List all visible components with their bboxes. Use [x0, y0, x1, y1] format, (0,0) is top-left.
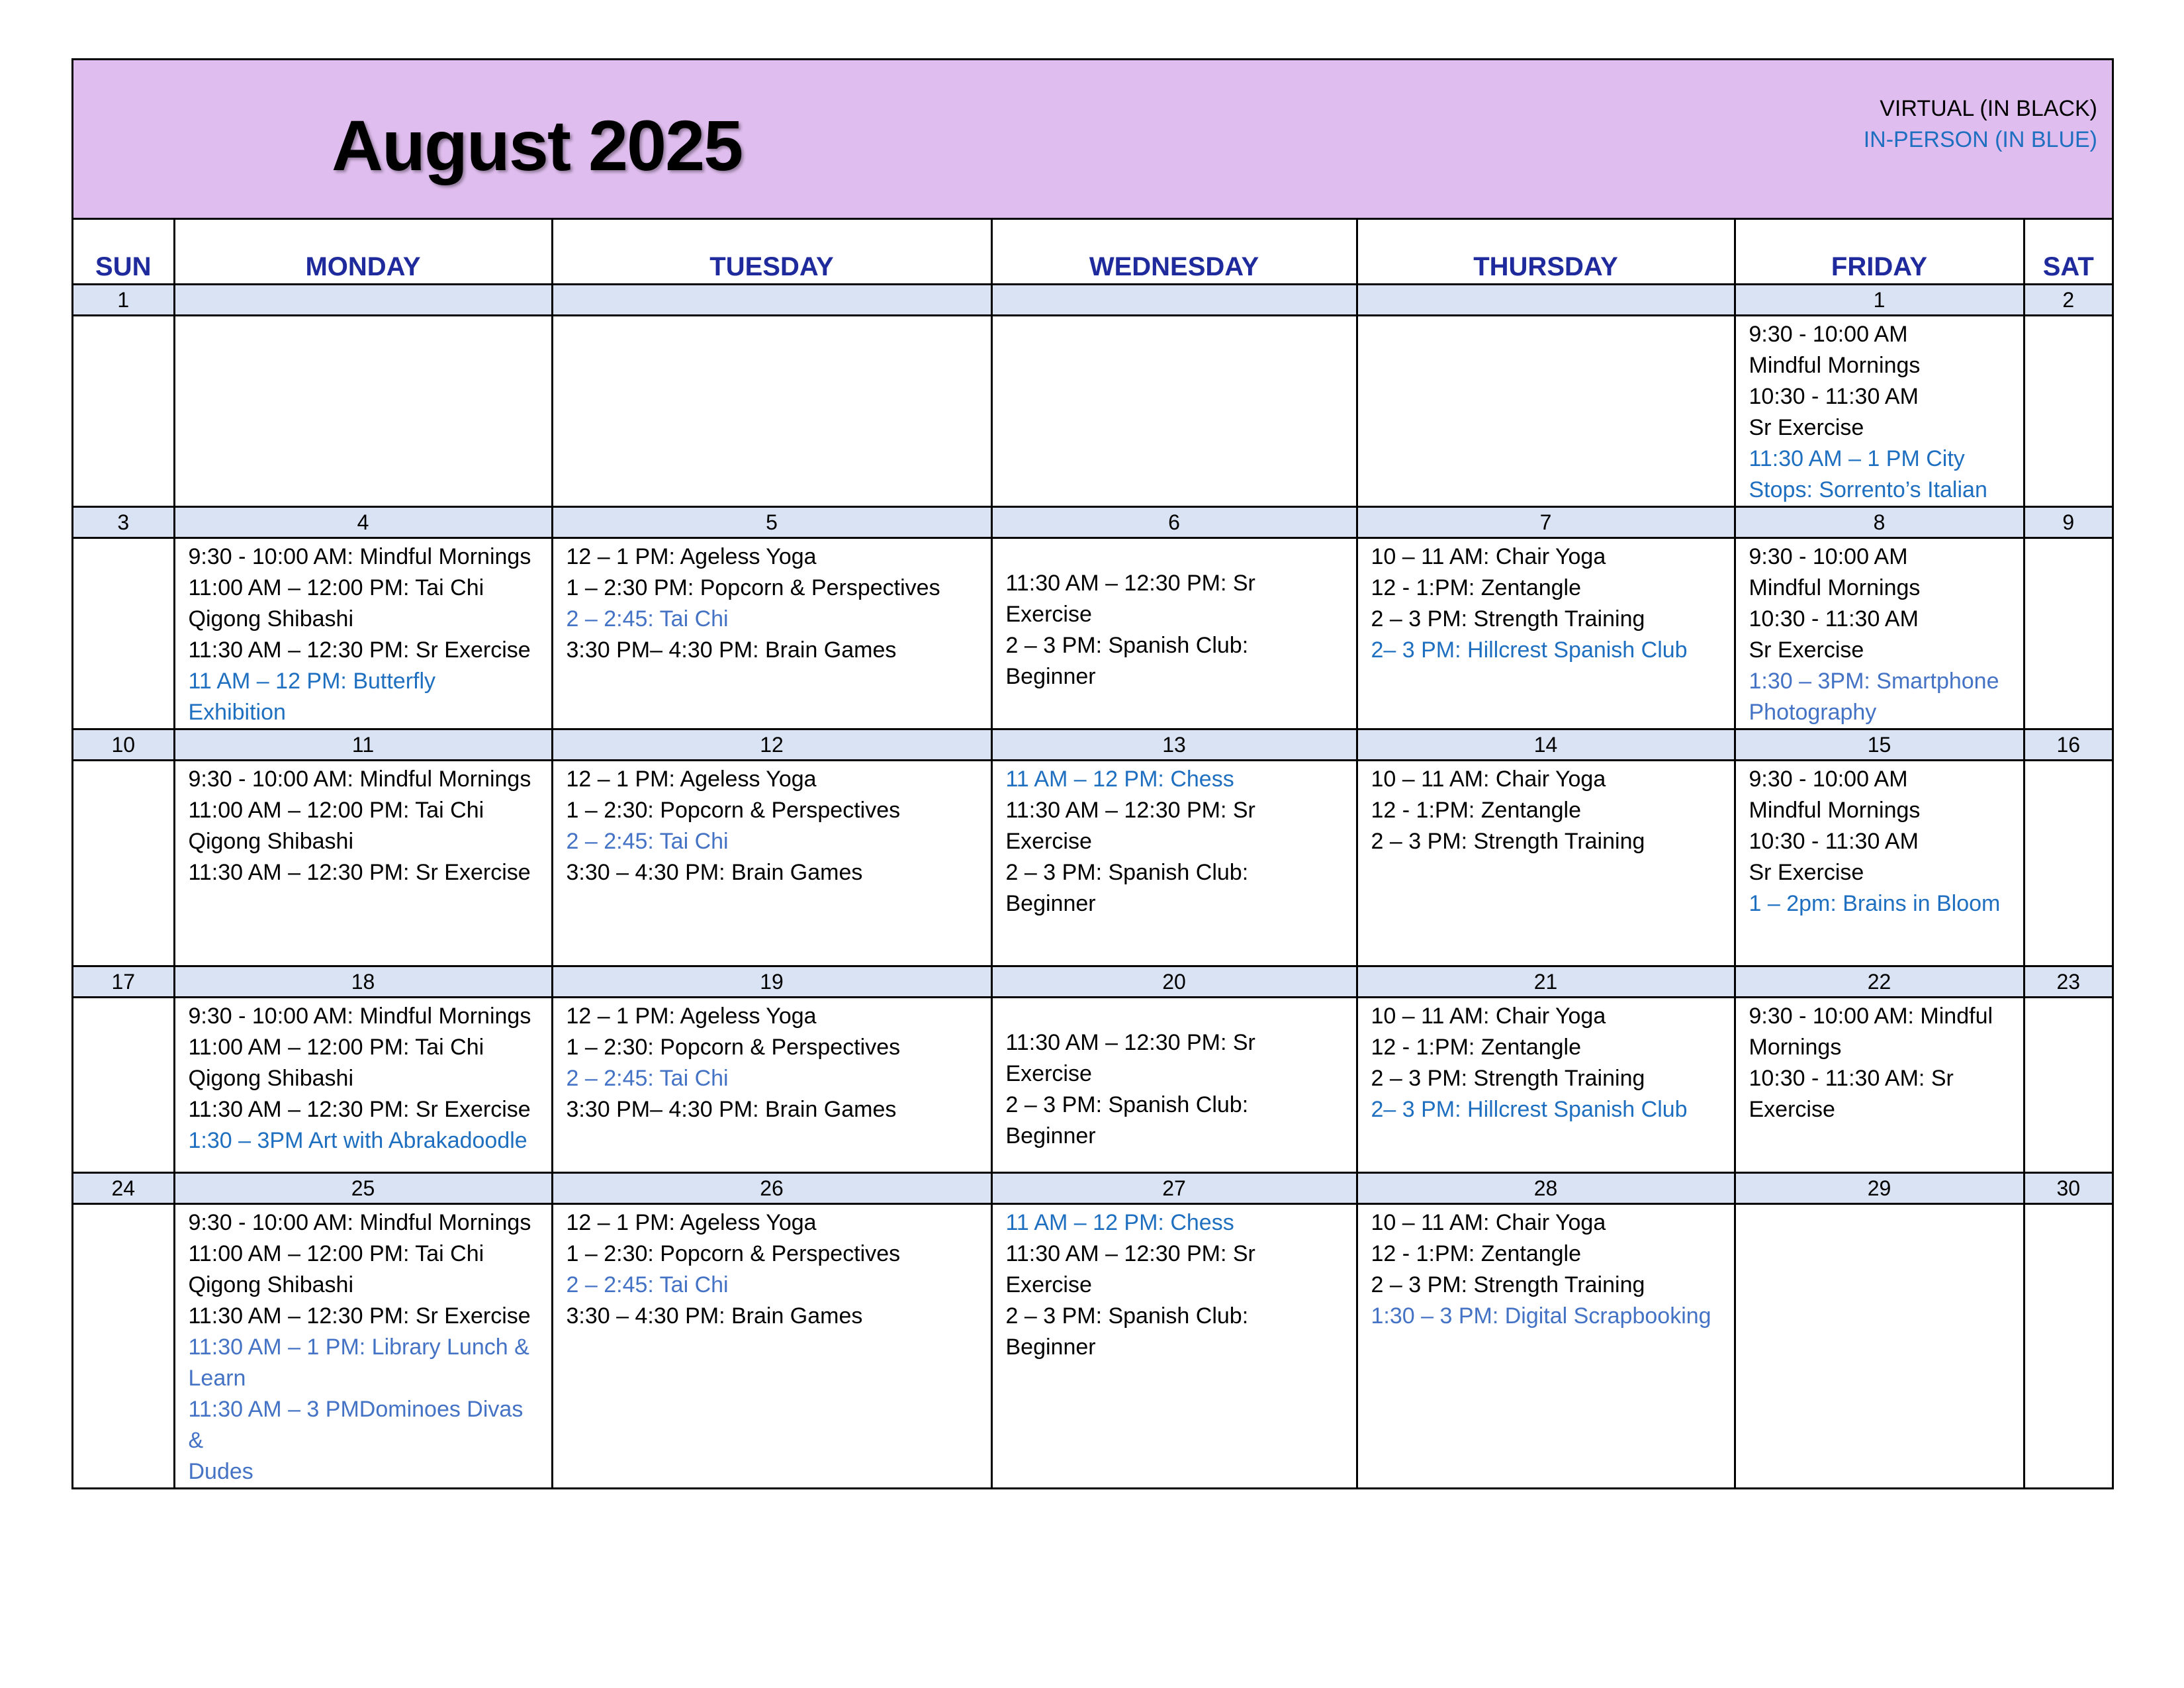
date-number: 12 [552, 729, 991, 761]
day-cell [552, 538, 991, 729]
day-cell [552, 1204, 991, 1488]
event-line: 11:30 AM – 12:30 PM: Sr Exercise [188, 1303, 531, 1329]
day-cell [991, 761, 1357, 966]
calendar-grid [73, 220, 2112, 1487]
event-line: 11:30 AM – 12:30 PM: Sr Exercise [188, 1097, 531, 1122]
events-row [73, 761, 2112, 966]
event-line: 3:30 – 4:30 PM: Brain Games [566, 860, 863, 885]
day-header-sat: SAT [2024, 220, 2112, 285]
date-number: 21 [1357, 966, 1735, 998]
event-line: 2 – 3 PM: Spanish Club: Beginner [1005, 633, 1249, 689]
day-cell [1357, 538, 1735, 729]
event-line: Sr Exercise [1749, 415, 1864, 440]
event-line: Mindful Mornings [1749, 575, 1921, 600]
event-line: 9:30 - 10:00 AM: Mindful Mornings [188, 767, 531, 792]
date-number: 7 [1357, 507, 1735, 538]
event-line: 1:30 – 3 PM: Digital Scrapbooking [1371, 1303, 1711, 1329]
day-cell [73, 761, 174, 966]
day-cell [2024, 761, 2112, 966]
date-number: 4 [174, 507, 552, 538]
event-line: 11:30 AM – 12:30 PM: Sr Exercise [1005, 571, 1255, 627]
legend [1864, 93, 2097, 156]
day-cell [174, 1204, 552, 1488]
event-line: 9:30 - 10:00 AM [1749, 767, 1908, 792]
date-number: 24 [73, 1173, 174, 1204]
event-line: 12 – 1 PM: Ageless Yoga [566, 767, 817, 792]
day-cell [73, 538, 174, 729]
date-number [1357, 285, 1735, 316]
event-line: 12 – 1 PM: Ageless Yoga [566, 1210, 817, 1235]
day-cell [1357, 1204, 1735, 1488]
event-line: 11:30 AM – 1 PM City [1749, 446, 1965, 471]
date-number: 11 [174, 729, 552, 761]
event-line: 11:00 AM – 12:00 PM: Tai Chi [188, 575, 484, 600]
spacer [1006, 541, 1343, 568]
month-banner [73, 60, 2112, 220]
event-line: 11 AM – 12 PM: Chess [1005, 767, 1234, 792]
date-row [73, 507, 2112, 538]
day-cell [1735, 761, 2024, 966]
day-cell [1735, 998, 2024, 1173]
event-line: 2 – 3 PM: Spanish Club: Beginner [1005, 1092, 1249, 1149]
event-line: 11:30 AM – 12:30 PM: Sr Exercise [1005, 1241, 1255, 1297]
event-line: 11 AM – 12 PM: Chess [1005, 1210, 1234, 1235]
event-line: 12 - 1:PM: Zentangle [1371, 575, 1582, 600]
day-cell [991, 538, 1357, 729]
event-line: 2 – 3 PM: Strength Training [1371, 1066, 1645, 1091]
event-line: Dudes [188, 1459, 253, 1484]
date-number: 13 [991, 729, 1357, 761]
date-number: 28 [1357, 1173, 1735, 1204]
day-cell [174, 538, 552, 729]
day-cell [552, 998, 991, 1173]
events-row [73, 1204, 2112, 1488]
event-line: 12 – 1 PM: Ageless Yoga [566, 1004, 817, 1029]
event-line: 10 – 11 AM: Chair Yoga [1371, 544, 1606, 569]
day-cell [73, 1204, 174, 1488]
event-line: 12 - 1:PM: Zentangle [1371, 1241, 1582, 1266]
event-line: 9:30 - 10:00 AM: Mindful Mornings [188, 1210, 531, 1235]
date-number: 26 [552, 1173, 991, 1204]
event-line: 9:30 - 10:00 AM [1749, 322, 1908, 347]
event-line: 9:30 - 10:00 AM: Mindful Mornings [188, 544, 531, 569]
event-line: Qigong Shibashi [188, 1066, 354, 1091]
event-line: 1 – 2pm: Brains in Bloom [1749, 891, 2001, 916]
day-cell [174, 316, 552, 507]
event-line: 11:00 AM – 12:00 PM: Tai Chi [188, 798, 484, 823]
date-number: 23 [2024, 966, 2112, 998]
date-number: 30 [2024, 1173, 2112, 1204]
event-line: 3:30 – 4:30 PM: Brain Games [566, 1303, 863, 1329]
day-header-sun: SUN [73, 220, 174, 285]
date-number: 1 [1735, 285, 2024, 316]
event-line: Sr Exercise [1749, 637, 1864, 663]
event-line: 11 AM – 12 PM: Butterfly Exhibition [188, 669, 436, 725]
event-line: 3:30 PM– 4:30 PM: Brain Games [566, 637, 897, 663]
event-line: 11:00 AM – 12:00 PM: Tai Chi [188, 1035, 484, 1060]
date-number: 22 [1735, 966, 2024, 998]
date-number: 5 [552, 507, 991, 538]
day-cell [2024, 1204, 2112, 1488]
day-header-wednesday: WEDNESDAY [991, 220, 1357, 285]
event-line: 2– 3 PM: Hillcrest Spanish Club [1371, 637, 1688, 663]
day-cell [1735, 538, 2024, 729]
event-line: Exercise [1749, 1097, 1835, 1122]
date-number: 17 [73, 966, 174, 998]
event-line: Mornings [1749, 1035, 1842, 1060]
date-number: 8 [1735, 507, 2024, 538]
day-cell [174, 998, 552, 1173]
day-cell [552, 761, 991, 966]
event-line: 11:30 AM – 12:30 PM: Sr Exercise [1005, 1030, 1255, 1086]
event-line: 2 – 3 PM: Spanish Club: Beginner [1005, 860, 1249, 916]
date-number: 16 [2024, 729, 2112, 761]
event-line: 1 – 2:30: Popcorn & Perspectives [566, 1241, 901, 1266]
event-line: 12 – 1 PM: Ageless Yoga [566, 544, 817, 569]
event-line: 2 – 2:45: Tai Chi [566, 606, 729, 632]
calendar [71, 58, 2114, 1489]
event-line: 2 – 3 PM: Strength Training [1371, 606, 1645, 632]
event-line: 2 – 3 PM: Strength Training [1371, 829, 1645, 854]
day-cell [1357, 316, 1735, 507]
event-line: 1 – 2:30: Popcorn & Perspectives [566, 798, 901, 823]
date-number [991, 285, 1357, 316]
events-row [73, 316, 2112, 507]
event-line: 10 – 11 AM: Chair Yoga [1371, 1004, 1606, 1029]
event-line: 12 - 1:PM: Zentangle [1371, 1035, 1582, 1060]
event-line: 2 – 2:45: Tai Chi [566, 829, 729, 854]
event-line: 3:30 PM– 4:30 PM: Brain Games [566, 1097, 897, 1122]
event-line: 2– 3 PM: Hillcrest Spanish Club [1371, 1097, 1688, 1122]
day-cell [174, 761, 552, 966]
date-number: 25 [174, 1173, 552, 1204]
day-cell [991, 316, 1357, 507]
event-line: 10:30 - 11:30 AM [1749, 606, 1919, 632]
date-number: 27 [991, 1173, 1357, 1204]
event-line: 1:30 – 3PM: Smartphone [1749, 669, 1999, 694]
day-cell [2024, 998, 2112, 1173]
day-header-monday: MONDAY [174, 220, 552, 285]
date-number: 15 [1735, 729, 2024, 761]
day-cell [73, 316, 174, 507]
day-header-thursday: THURSDAY [1357, 220, 1735, 285]
event-line: 11:30 AM – 3 PMDominoes Divas & [188, 1397, 523, 1453]
date-number: 14 [1357, 729, 1735, 761]
event-line: 9:30 - 10:00 AM [1749, 544, 1908, 569]
event-line: 10 – 11 AM: Chair Yoga [1371, 1210, 1606, 1235]
event-line: Stops: Sorrento’s Italian [1749, 477, 1987, 502]
date-number: 29 [1735, 1173, 2024, 1204]
date-number: 1 [73, 285, 174, 316]
date-number: 20 [991, 966, 1357, 998]
event-line: 10:30 - 11:30 AM [1749, 384, 1919, 409]
date-number: 10 [73, 729, 174, 761]
event-line: Mindful Mornings [1749, 353, 1921, 378]
date-row [73, 966, 2112, 998]
event-line: 11:30 AM – 12:30 PM: Sr Exercise [1005, 798, 1255, 854]
event-line: 1:30 – 3PM Art with Abrakadoodle [188, 1128, 527, 1153]
events-row [73, 538, 2112, 729]
day-header-friday: FRIDAY [1735, 220, 2024, 285]
spacer [1006, 1001, 1343, 1027]
date-number [174, 285, 552, 316]
day-cell [73, 998, 174, 1173]
day-header-row [73, 220, 2112, 285]
event-line: Qigong Shibashi [188, 1272, 354, 1297]
date-number: 18 [174, 966, 552, 998]
event-line: 11:30 AM – 1 PM: Library Lunch & [188, 1335, 529, 1360]
date-row [73, 1173, 2112, 1204]
date-number: 3 [73, 507, 174, 538]
event-line: 1 – 2:30 PM: Popcorn & Perspectives [566, 575, 940, 600]
day-cell [991, 998, 1357, 1173]
event-line: 11:00 AM – 12:00 PM: Tai Chi [188, 1241, 484, 1266]
event-line: 12 - 1:PM: Zentangle [1371, 798, 1582, 823]
month-title: August 2025 [332, 105, 743, 185]
event-line: Qigong Shibashi [188, 829, 354, 854]
day-cell [1357, 761, 1735, 966]
event-line: 10:30 - 11:30 AM [1749, 829, 1919, 854]
event-line: 11:30 AM – 12:30 PM: Sr Exercise [188, 637, 531, 663]
date-row [73, 729, 2112, 761]
day-header-tuesday: TUESDAY [552, 220, 991, 285]
events-row [73, 998, 2112, 1173]
legend-in-person: IN-PERSON (IN BLUE) [1863, 127, 2097, 152]
day-cell [2024, 316, 2112, 507]
day-cell [1735, 1204, 2024, 1488]
event-line: 2 – 3 PM: Strength Training [1371, 1272, 1645, 1297]
day-cell [552, 316, 991, 507]
event-line: 11:30 AM – 12:30 PM: Sr Exercise [188, 860, 531, 885]
date-number [552, 285, 991, 316]
event-line: 10:30 - 11:30 AM: Sr [1749, 1066, 1954, 1091]
event-line: 1 – 2:30: Popcorn & Perspectives [566, 1035, 901, 1060]
event-line: 10 – 11 AM: Chair Yoga [1371, 767, 1606, 792]
legend-virtual: VIRTUAL (IN BLACK) [1880, 96, 2097, 121]
date-number: 6 [991, 507, 1357, 538]
event-line: Photography [1749, 700, 1877, 725]
event-line: 9:30 - 10:00 AM: Mindful Mornings [188, 1004, 531, 1029]
date-number: 19 [552, 966, 991, 998]
date-number: 2 [2024, 285, 2112, 316]
event-line: Learn [188, 1366, 246, 1391]
date-row [73, 285, 2112, 316]
day-cell [991, 1204, 1357, 1488]
event-line: 2 – 2:45: Tai Chi [566, 1066, 729, 1091]
event-line: 2 – 3 PM: Spanish Club: Beginner [1005, 1303, 1249, 1360]
event-line: Mindful Mornings [1749, 798, 1921, 823]
day-cell [2024, 538, 2112, 729]
event-line: Sr Exercise [1749, 860, 1864, 885]
date-number: 9 [2024, 507, 2112, 538]
event-line: 9:30 - 10:00 AM: Mindful [1749, 1004, 1993, 1029]
event-line: Qigong Shibashi [188, 606, 354, 632]
day-cell [1735, 316, 2024, 507]
day-cell [1357, 998, 1735, 1173]
event-line: 2 – 2:45: Tai Chi [566, 1272, 729, 1297]
